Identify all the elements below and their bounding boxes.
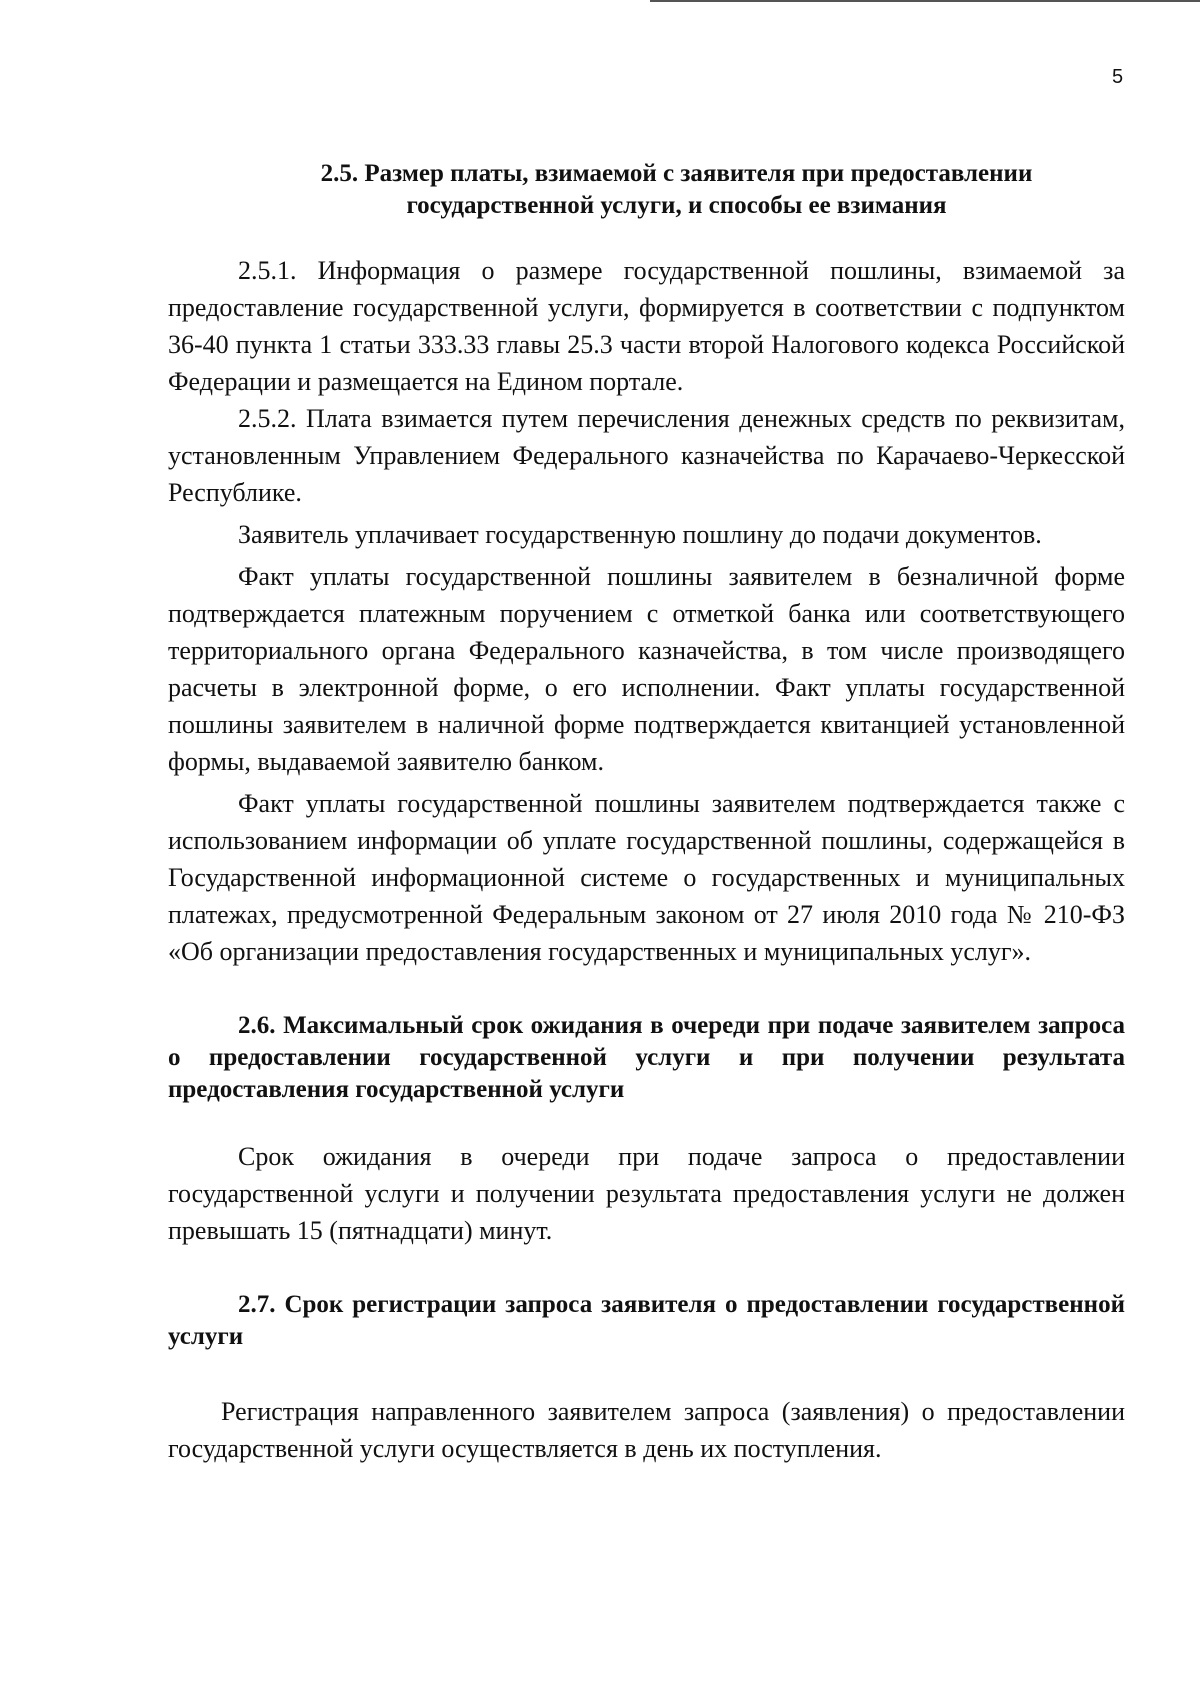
section-2-7-heading: 2.7. Срок регистрации запроса заявителя о предоставлении государственной услуги xyxy=(168,1291,1125,1350)
page-number: 5 xyxy=(1112,66,1124,88)
paragraph-2-5-1: 2.5.1. Информация о размере государственной пошлины, взимаемой за предоставление государственной услуги, формируется в соответствии с подпунктом 36-40 пункта 1 статьи 333.33 главы 25.3 части второй Налогового кодекса Российской Федерации и размещается на Едином портале. xyxy=(168,256,1125,396)
scan-top-rule xyxy=(650,0,1200,2)
paragraph-payment-info-system: Факт уплаты государственной пошлины заявителем подтверждается также с использованием информации об уплате государственной пошлины, содержащейся в Государственной информационной системе о государственных и муниципальных платежах, предусмотренной Федеральным законом от 27 июля 2010 года № 210-ФЗ «Об организации предоставления государственных и муниципальных услуг». xyxy=(168,789,1125,966)
paragraph-payment-proof: Факт уплаты государственной пошлины заявителем в безналичной форме подтверждается платежным поручением с отметкой банка или соответствующего территориального органа Федерального казначейства, в том числе производящего расчеты в электронной форме, о его исполнении. Факт уплаты государственной пошлины заявителем в наличной форме подтверждается квитанцией установленной формы, выдаваемой заявителю банком. xyxy=(168,562,1125,776)
section-2-7 xyxy=(168,1289,1125,1467)
section-2-5-heading-line-2: государственной услуги, и способы ее взимания xyxy=(406,192,947,219)
section-2-6 xyxy=(168,1010,1125,1249)
paragraph-fee-payment: Заявитель уплачивает государственную пошлину до подачи документов. xyxy=(238,520,1042,549)
section-2-5 xyxy=(168,158,1125,970)
paragraph-registration: Регистрация направленного заявителем запроса (заявления) о предоставлении государственной услуги осуществляется в день их поступления. xyxy=(168,1397,1125,1463)
section-2-6-heading: 2.6. Максимальный срок ожидания в очереди при подаче заявителем запроса о предоставлении государственной услуги и при получении результата предоставления государственной услуги xyxy=(168,1012,1125,1103)
document-body xyxy=(168,158,1125,1467)
paragraph-queue-time: Срок ожидания в очереди при подаче запроса о предоставлении государственной услуги и получении результата предоставления услуги не должен превышать 15 (пятнадцати) минут. xyxy=(168,1142,1125,1245)
paragraph-2-5-2: 2.5.2. Плата взимается путем перечисления денежных средств по реквизитам, установленным Управлением Федерального казначейства по Карачаево-Черкесской Республике. xyxy=(168,404,1125,507)
section-2-5-heading-line-1: 2.5. Размер платы, взимаемой с заявителя при предоставлении xyxy=(320,160,1033,187)
